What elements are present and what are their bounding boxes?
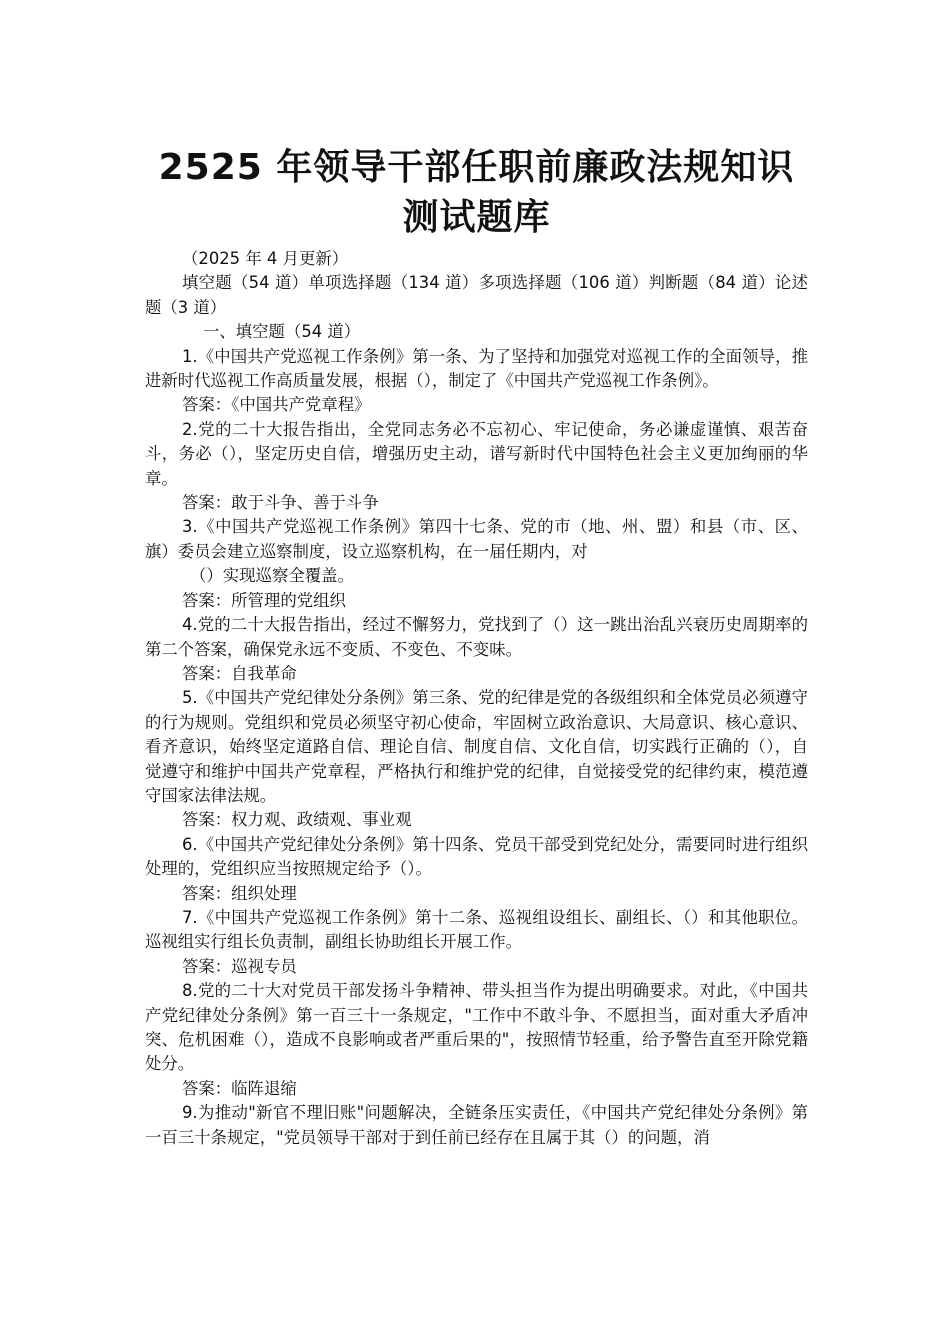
- update-note: （2025 年 4 月更新）: [182, 249, 349, 268]
- question-text: 4.党的二十大报告指出，经过不懈努力，党找到了（）这一跳出治乱兴衰历史周期率的第二个答案，确保党永远不变质、不变色、不变味。: [145, 615, 808, 659]
- document-title: 2525 年领导干部任职前廉政法规知识测试题库: [158, 147, 795, 238]
- question-text: 3.《中国共产党巡视工作条例》第四十七条、党的市（地、州、盟）和县（市、区、旗）委员会建立巡察制度，设立巡察机构，在一届任期内，对: [145, 517, 808, 561]
- question-text: 7.《中国共产党巡视工作条例》第十二条、巡视组设组长、副组长、（）和其他职位。巡视组实行组长负责制，副组长协助组长开展工作。: [145, 907, 808, 952]
- answer-text: 答案：自我革命: [182, 663, 297, 683]
- question-text: 9.为推动"新官不理旧账"问题解决，全链条压实责任，《中国共产党纪律处分条例》第一百三十条规定，"党员领导干部对于到任前已经存在且属于其（）的问题，消: [145, 1103, 808, 1147]
- question-text: 1.《中国共产党巡视工作条例》第一条、为了坚持和加强党对巡视工作的全面领导，推进新时代巡视工作高质量发展，根据（），制定了《中国共产党巡视工作条例》。: [145, 346, 808, 391]
- document-body: [145, 247, 808, 1150]
- section-heading: 一、填空题（54 道）: [203, 322, 361, 342]
- question-continuation: （）实现巡察全覆盖。: [190, 566, 354, 586]
- question-text: 6.《中国共产党纪律处分条例》第十四条、党员干部受到党纪处分，需要同时进行组织处理的，党组织应当按照规定给予（）。: [145, 834, 808, 879]
- answer-text: 答案：所管理的党组织: [182, 590, 346, 610]
- answer-text: 答案：权力观、政绩观、事业观: [182, 810, 412, 830]
- answer-text: 答案：巡视专员: [182, 956, 297, 976]
- question-text: 8.党的二十大对党员干部发扬斗争精神、带头担当作为提出明确要求。对此，《中国共产党纪律处分条例》第一百三十一条规定，"工作中不敢斗争、不愿担当，面对重大矛盾冲突、危机困难（），造成不良影响或者严重后果的"，按照情节轻重，给予警告直至开除党籍处分。: [145, 981, 808, 1074]
- answer-text: 答案：《中国共产党章程》: [182, 395, 371, 415]
- answer-text: 答案：临阵退缩: [182, 1078, 297, 1098]
- question-text: 5.《中国共产党纪律处分条例》第三条、党的纪律是党的各级组织和全体党员必须遵守的行为规则。党组织和党员必须坚守初心使命，牢固树立政治意识、大局意识、核心意识、看齐意识，始终坚定道路自信、理论自信、制度自信、文化自信，切实践行正确的（），自觉遵守和维护中国共产党章程，严格执行和维护党的纪律，自觉接受党的纪律约束，模范遵守国家法律法规。: [145, 688, 808, 805]
- question-text: 2.党的二十大报告指出，全党同志务必不忘初心、牢记使命，务必谦虚谨慎、艰苦奋斗，务必（），坚定历史自信，增强历史主动，谱写新时代中国特色社会主义更加绚丽的华章。: [145, 419, 808, 488]
- question-summary: 填空题（54 道）单项选择题（134 道）多项选择题（106 道）判断题（84 道）论述题（3 道）: [145, 273, 808, 317]
- answer-text: 答案：敢于斗争、善于斗争: [182, 493, 379, 513]
- answer-text: 答案：组织处理: [182, 883, 297, 903]
